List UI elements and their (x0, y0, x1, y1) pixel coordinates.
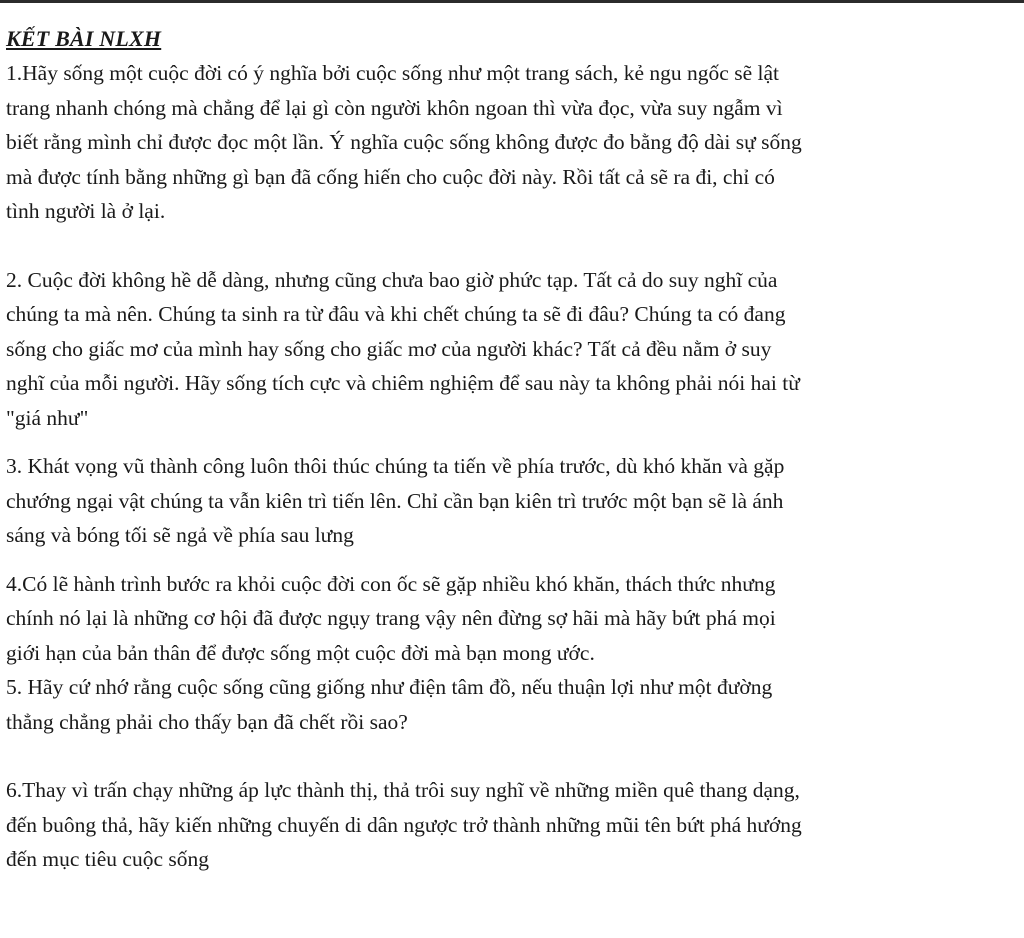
paragraph-line: 3. Khát vọng vũ thành công luôn thôi thúc chúng ta tiến về phía trước, dù khó khăn và gặp (6, 454, 785, 478)
paragraph-4 (6, 567, 1018, 671)
paragraph-line: 1.Hãy sống một cuộc đời có ý nghĩa bởi cuộc sống như một trang sách, kẻ ngu ngốc sẽ lật (6, 61, 780, 85)
paragraph-line: nghĩ của mỗi người. Hãy sống tích cực và chiêm nghiệm để sau này ta không phải nói hai từ (6, 371, 800, 395)
paragraph-spacer (6, 739, 1018, 773)
paragraph-6 (6, 773, 1018, 877)
paragraph-line: 6.Thay vì trấn chạy những áp lực thành thị, thả trôi suy nghĩ về những miền quê thang dạng, (6, 778, 800, 802)
paragraph-spacer (6, 553, 1018, 567)
paragraph-line: chúng ta mà nên. Chúng ta sinh ra từ đâu và khi chết chúng ta sẽ đi đâu? Chúng ta có đang (6, 302, 786, 326)
paragraph-line: trang nhanh chóng mà chẳng để lại gì còn người khôn ngoan thì vừa đọc, vừa suy ngẫm vì (6, 95, 783, 120)
paragraph-line: biết rằng mình chỉ được đọc một lần. Ý nghĩa cuộc sống không được đo bằng độ dài sự sống (6, 130, 802, 154)
paragraph-line: tình người là ở lại. (6, 199, 166, 223)
paragraph-1 (6, 56, 1018, 229)
paragraph-line: 4.Có lẽ hành trình bước ra khỏi cuộc đời con ốc sẽ gặp nhiều khó khăn, thách thức nhưng (6, 571, 776, 596)
document-title: KẾT BÀI NLXH (6, 26, 162, 51)
paragraph-line: "giá như" (6, 405, 89, 430)
paragraph-spacer (6, 435, 1018, 449)
paragraph-2 (6, 263, 1018, 436)
top-border-line (0, 0, 1024, 3)
paragraph-line: 5. Hãy cứ nhớ rằng cuộc sống cũng giống như điện tâm đồ, nếu thuận lợi như một đường (6, 675, 773, 699)
paragraph-line: sống cho giấc mơ của mình hay sống cho giấc mơ của người khác? Tất cả đều nằm ở suy (6, 336, 772, 361)
paragraph-line: mà được tính bằng những gì bạn đã cống hiến cho cuộc đời này. Rồi tất cả sẽ ra đi, chỉ có (6, 164, 775, 189)
paragraph-line: sáng và bóng tối sẽ ngả về phía sau lưng (6, 523, 354, 547)
paragraph-line: chính nó lại là những cơ hội đã được ngụy trang vậy nên đừng sợ hãi mà hãy bứt phá mọi (6, 606, 776, 630)
paragraph-3 (6, 449, 1018, 553)
paragraph-5 (6, 670, 1018, 739)
paragraph-line: giới hạn của bản thân để được sống một cuộc đời mà bạn mong ước. (6, 640, 595, 665)
paragraph-line: đến buông thả, hãy kiến những chuyến di dân ngược trở thành những mũi tên bứt phá hướng (6, 812, 802, 837)
paragraph-line: thẳng chẳng phải cho thấy bạn đã chết rồi sao? (6, 709, 408, 734)
paragraph-spacer (6, 229, 1018, 263)
paragraph-line: đến mục tiêu cuộc sống (6, 847, 210, 871)
paragraph-line: chướng ngại vật chúng ta vẫn kiên trì tiến lên. Chỉ cần bạn kiên trì trước một bạn sẽ là ánh (6, 488, 784, 513)
paragraph-line: 2. Cuộc đời không hề dễ dàng, nhưng cũng chưa bao giờ phức tạp. Tất cả do suy nghĩ của (6, 267, 778, 292)
document-page (6, 22, 1018, 877)
